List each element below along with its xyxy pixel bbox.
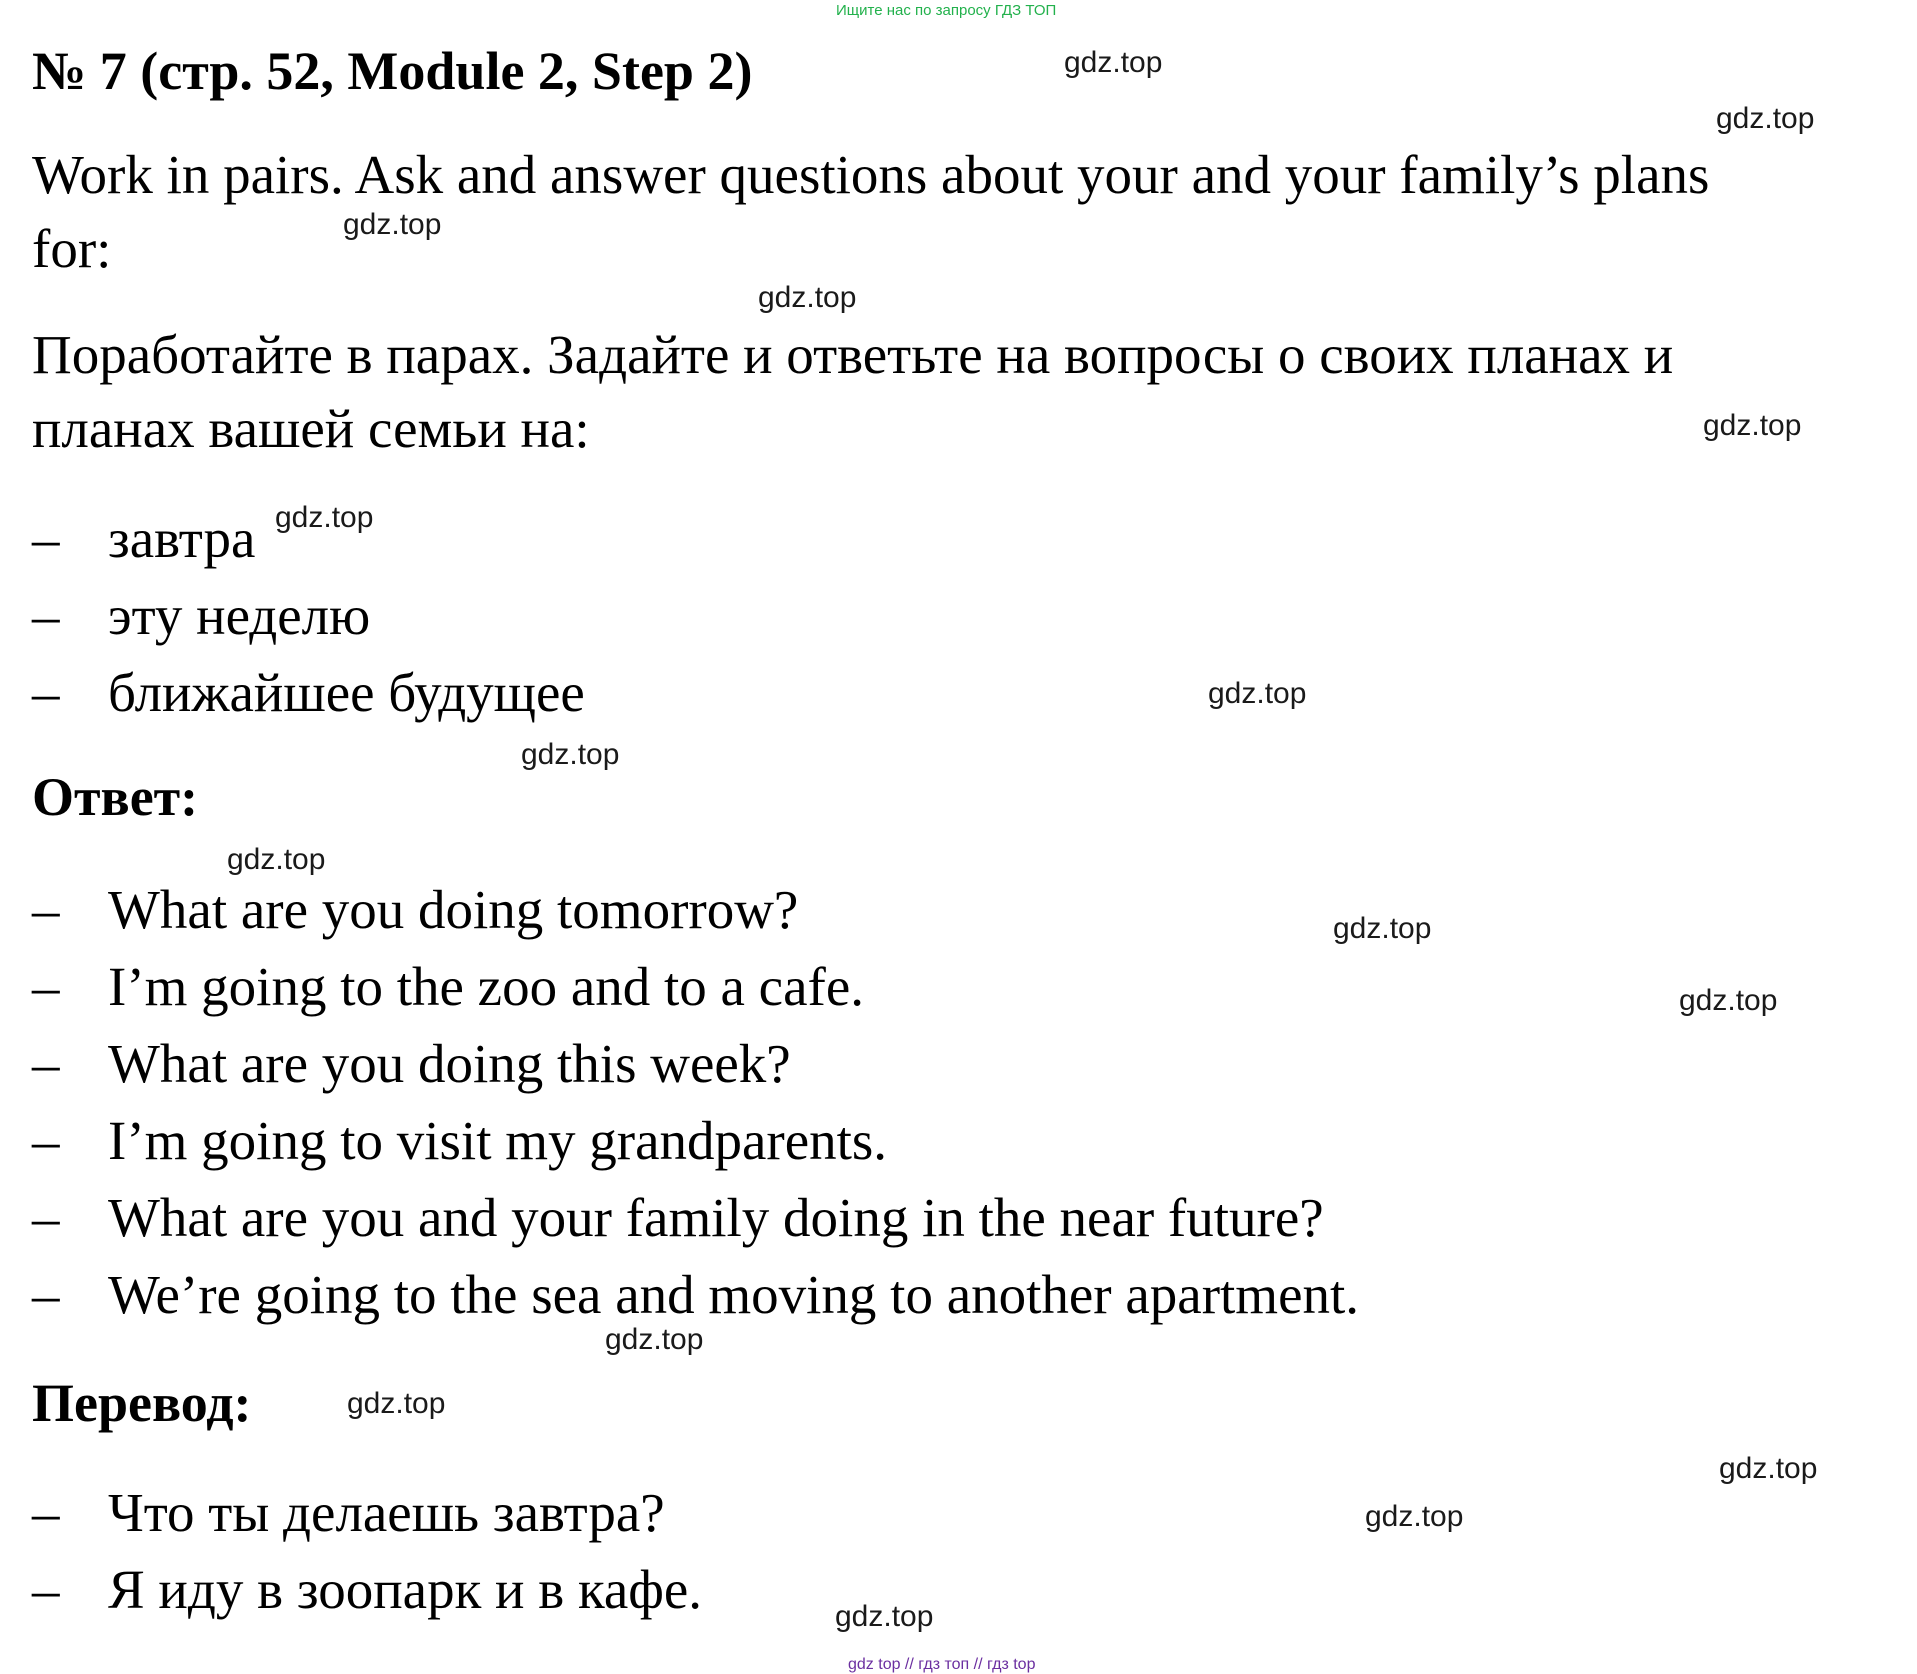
task-item-text: завтра: [108, 508, 256, 569]
dash-bullet: –: [32, 879, 60, 940]
task-russian-line-1: Поработайте в парах. Задайте и ответьте на вопросы о своих планах и: [32, 324, 1674, 385]
watermark: gdz.top: [521, 738, 620, 771]
watermark: gdz.top: [1333, 912, 1432, 945]
dash-bullet: –: [32, 956, 60, 1017]
translation-list-item: [32, 1482, 1032, 1545]
watermark: gdz.top: [343, 208, 442, 241]
dash-bullet: –: [32, 1264, 60, 1325]
watermark: gdz.top: [1365, 1500, 1464, 1533]
watermark: gdz.top: [1703, 409, 1802, 442]
answer-item-text: What are you and your family doing in the near future?: [108, 1187, 1324, 1248]
watermark: gdz.top: [1719, 1452, 1818, 1485]
answer-list-item: [32, 956, 1532, 1019]
dash-bullet: –: [32, 508, 60, 569]
translation-item-text: Что ты делаешь завтра?: [108, 1482, 665, 1543]
answer-list-item: [32, 879, 1532, 942]
dash-bullet: –: [32, 1110, 60, 1171]
footer-watermark: gdz top // гдз топ // гдз top: [848, 1656, 1036, 1673]
answer-list-item: [32, 1264, 1532, 1327]
answer-list-item: [32, 1110, 1532, 1173]
task-english-line-2: for:: [32, 218, 112, 279]
page-title: № 7 (стр. 52, Module 2, Step 2): [32, 41, 753, 101]
watermark: gdz.top: [758, 281, 857, 314]
dash-bullet: –: [32, 1482, 60, 1543]
answer-list-item: [32, 1187, 1532, 1250]
dash-bullet: –: [32, 1187, 60, 1248]
answer-item-text: What are you doing this week?: [108, 1033, 791, 1094]
dash-bullet: –: [32, 585, 60, 646]
answer-item-text: We’re going to the sea and moving to another apartment.: [108, 1264, 1360, 1325]
answer-heading: Ответ:: [32, 767, 199, 827]
dash-bullet: –: [32, 662, 60, 723]
watermark: gdz.top: [227, 843, 326, 876]
answer-item-text: What are you doing tomorrow?: [108, 879, 799, 940]
dash-bullet: –: [32, 1559, 60, 1620]
task-item-text: ближайшее будущее: [108, 662, 585, 723]
watermark: gdz.top: [605, 1323, 704, 1356]
watermark: gdz.top: [1679, 984, 1778, 1017]
task-list-item: [32, 508, 932, 571]
search-banner: Ищите нас по запросу ГДЗ ТОП: [836, 2, 1057, 19]
watermark: gdz.top: [835, 1600, 934, 1633]
watermark: gdz.top: [275, 501, 374, 534]
watermark: gdz.top: [1208, 677, 1307, 710]
translation-item-text: Я иду в зоопарк и в кафе.: [108, 1559, 703, 1620]
task-list-item: [32, 585, 932, 648]
answer-item-text: I’m going to the zoo and to a cafe.: [108, 956, 864, 1017]
task-item-text: эту неделю: [108, 585, 371, 646]
dash-bullet: –: [32, 1033, 60, 1094]
task-russian-line-2: планах вашей семьи на:: [32, 398, 590, 459]
answer-item-text: I’m going to visit my grandparents.: [108, 1110, 888, 1171]
watermark: gdz.top: [1064, 46, 1163, 79]
translation-heading: Перевод:: [32, 1373, 252, 1433]
task-english-line-1: Work in pairs. Ask and answer questions about your and your family’s plans: [32, 144, 1710, 205]
task-list-item: [32, 662, 932, 725]
answer-list-item: [32, 1033, 1532, 1096]
watermark: gdz.top: [347, 1387, 446, 1420]
watermark: gdz.top: [1716, 102, 1815, 135]
